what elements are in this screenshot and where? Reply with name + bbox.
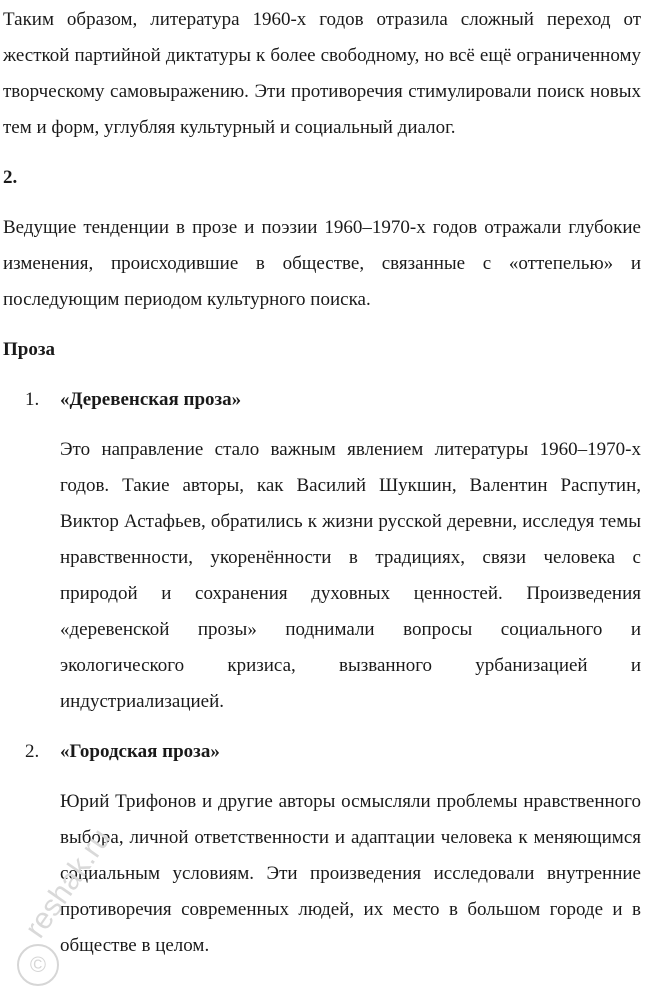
section-paragraph: Ведущие тенденции в прозе и поэзии 1960–1970-х годов отражали глубокие изменения, происходившие в обществе, связанные с «оттепелью» и последующим периодом культурного поиска.	[3, 217, 641, 310]
list-item-body: Юрий Трифонов и другие авторы осмысляли проблемы нравственного выбора, личной ответственности и адаптации человека к меняющимся социальным условиям. Эти произведения исследовали внутренние противоречия современных людей, их место в большом городе и в обществе в целом.	[60, 791, 641, 956]
prose-heading: Проза	[3, 339, 55, 360]
list-item-title: «Деревенская проза»	[60, 389, 242, 410]
list-item	[3, 734, 641, 964]
list-item-number: 1.	[25, 389, 40, 410]
list-item-title: «Городская проза»	[60, 741, 220, 762]
watermark-text: reshak.ru	[18, 822, 118, 945]
intro-paragraph: Таким образом, литература 1960-х годов отразила сложный переход от жесткой партийной диктатуры к более свободному, но всё ещё ограниченному творческому самовыражению. Эти противоречия стимулировали поиск новых тем и форм, углубляя культурный и социальный диалог.	[3, 9, 641, 138]
list-item-number: 2.	[25, 741, 40, 762]
document-page	[3, 2, 641, 978]
section-number: 2.	[3, 167, 18, 188]
list-item	[3, 382, 641, 720]
watermark-copyright-icon: ©	[29, 952, 47, 977]
list-item-body: Это направление стало важным явлением литературы 1960–1970-х годов. Такие авторы, как Василий Шукшин, Валентин Распутин, Виктор Астафьев, обратились к жизни русской деревни, исследуя темы нравственности, укоренённости в традициях, связи человека с природой и сохранения духовных ценностей. Произведения «деревенской прозы» поднимали вопросы социального и экологического кризиса, вызванного урбанизацией и индустриализацией.	[60, 439, 641, 712]
